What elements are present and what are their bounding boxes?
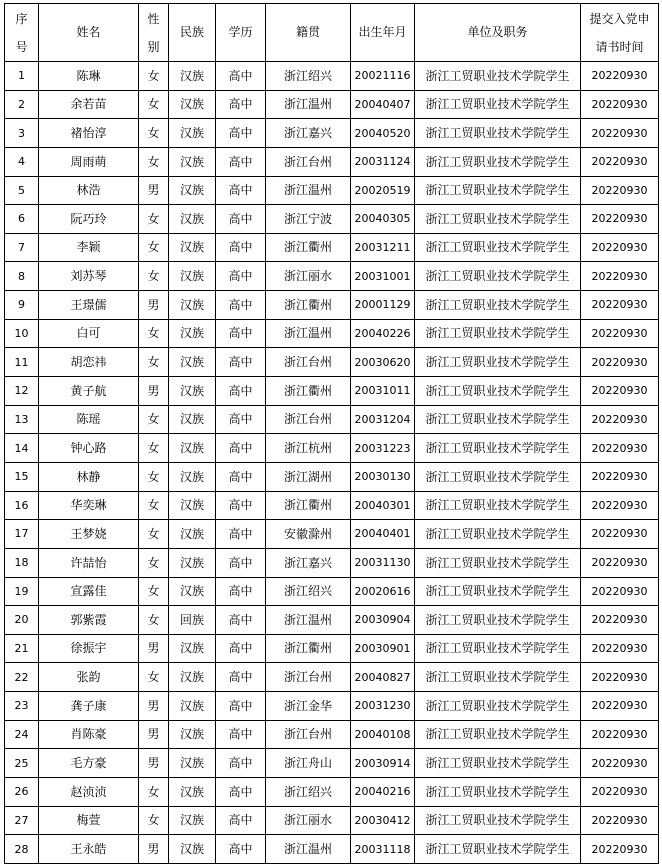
cell-birth: 20031001 [351,262,415,291]
cell-unit-position: 浙江工贸职业技术学院学生 [415,720,581,749]
cell-education: 高中 [216,62,266,91]
cell-birth: 20030130 [351,462,415,491]
cell-name: 许喆怡 [39,548,139,577]
cell-seq: 18 [5,548,39,577]
cell-unit-position: 浙江工贸职业技术学院学生 [415,434,581,463]
cell-education: 高中 [216,462,266,491]
cell-birth: 20030412 [351,806,415,835]
cell-gender: 女 [139,606,169,635]
cell-gender: 女 [139,434,169,463]
cell-unit-position: 浙江工贸职业技术学院学生 [415,520,581,549]
table-row [5,548,659,577]
cell-unit-position: 浙江工贸职业技术学院学生 [415,577,581,606]
header-gender-line2: 别 [147,39,160,54]
cell-education: 高中 [216,520,266,549]
cell-unit-position: 浙江工贸职业技术学院学生 [415,348,581,377]
table-row [5,348,659,377]
cell-unit-position: 浙江工贸职业技术学院学生 [415,548,581,577]
cell-apply-date: 20220930 [581,90,659,119]
header-native-place: 籍贯 [266,4,351,62]
cell-native-place: 浙江衢州 [266,233,351,262]
cell-apply-date: 20220930 [581,291,659,320]
cell-birth: 20040401 [351,520,415,549]
cell-native-place: 浙江丽水 [266,806,351,835]
cell-birth: 20031124 [351,147,415,176]
cell-unit-position: 浙江工贸职业技术学院学生 [415,634,581,663]
cell-native-place: 浙江绍兴 [266,577,351,606]
cell-education: 高中 [216,548,266,577]
cell-unit-position: 浙江工贸职业技术学院学生 [415,692,581,721]
cell-name: 林静 [39,462,139,491]
cell-gender: 女 [139,520,169,549]
cell-education: 高中 [216,835,266,864]
cell-native-place: 浙江衢州 [266,291,351,320]
cell-seq: 8 [5,262,39,291]
cell-birth: 20031011 [351,377,415,406]
cell-native-place: 浙江丽水 [266,262,351,291]
cell-native-place: 浙江嘉兴 [266,548,351,577]
cell-apply-date: 20220930 [581,405,659,434]
cell-unit-position: 浙江工贸职业技术学院学生 [415,606,581,635]
table-row [5,405,659,434]
cell-native-place: 浙江杭州 [266,434,351,463]
cell-name: 胡恋祎 [39,348,139,377]
cell-gender: 女 [139,233,169,262]
table-row [5,119,659,148]
cell-seq: 2 [5,90,39,119]
table-row [5,606,659,635]
cell-seq: 11 [5,348,39,377]
cell-education: 高中 [216,692,266,721]
cell-unit-position: 浙江工贸职业技术学院学生 [415,176,581,205]
cell-apply-date: 20220930 [581,663,659,692]
table-row [5,147,659,176]
header-seq-line1: 序 [15,11,28,26]
cell-unit-position: 浙江工贸职业技术学院学生 [415,835,581,864]
cell-ethnicity: 汉族 [169,462,216,491]
cell-unit-position: 浙江工贸职业技术学院学生 [415,806,581,835]
cell-education: 高中 [216,233,266,262]
cell-apply-date: 20220930 [581,319,659,348]
table-row [5,262,659,291]
cell-gender: 男 [139,720,169,749]
cell-seq: 15 [5,462,39,491]
cell-education: 高中 [216,663,266,692]
cell-seq: 7 [5,233,39,262]
cell-apply-date: 20220930 [581,262,659,291]
cell-birth: 20040305 [351,205,415,234]
cell-birth: 20031130 [351,548,415,577]
cell-unit-position: 浙江工贸职业技术学院学生 [415,147,581,176]
cell-apply-date: 20220930 [581,520,659,549]
cell-unit-position: 浙江工贸职业技术学院学生 [415,377,581,406]
cell-apply-date: 20220930 [581,147,659,176]
cell-seq: 14 [5,434,39,463]
cell-ethnicity: 汉族 [169,434,216,463]
cell-gender: 女 [139,205,169,234]
cell-unit-position: 浙江工贸职业技术学院学生 [415,233,581,262]
cell-education: 高中 [216,147,266,176]
cell-apply-date: 20220930 [581,577,659,606]
cell-gender: 女 [139,348,169,377]
cell-ethnicity: 汉族 [169,720,216,749]
cell-native-place: 浙江温州 [266,319,351,348]
cell-seq: 19 [5,577,39,606]
cell-birth: 20020616 [351,577,415,606]
cell-apply-date: 20220930 [581,749,659,778]
cell-birth: 20031211 [351,233,415,262]
cell-apply-date: 20220930 [581,606,659,635]
cell-ethnicity: 汉族 [169,692,216,721]
table-row [5,233,659,262]
cell-seq: 12 [5,377,39,406]
cell-education: 高中 [216,491,266,520]
cell-ethnicity: 汉族 [169,119,216,148]
cell-name: 肖陈豪 [39,720,139,749]
cell-birth: 20040216 [351,778,415,807]
table-row [5,720,659,749]
cell-ethnicity: 汉族 [169,233,216,262]
cell-education: 高中 [216,434,266,463]
header-row [5,4,659,62]
cell-seq: 17 [5,520,39,549]
cell-birth: 20030914 [351,749,415,778]
cell-education: 高中 [216,720,266,749]
cell-apply-date: 20220930 [581,634,659,663]
cell-ethnicity: 汉族 [169,291,216,320]
cell-apply-date: 20220930 [581,62,659,91]
table-row [5,663,659,692]
header-birth: 出生年月 [351,4,415,62]
cell-unit-position: 浙江工贸职业技术学院学生 [415,405,581,434]
cell-name: 徐振宇 [39,634,139,663]
cell-unit-position: 浙江工贸职业技术学院学生 [415,778,581,807]
cell-native-place: 浙江绍兴 [266,778,351,807]
cell-gender: 女 [139,577,169,606]
cell-native-place: 浙江衢州 [266,377,351,406]
cell-apply-date: 20220930 [581,548,659,577]
cell-native-place: 浙江台州 [266,348,351,377]
cell-gender: 男 [139,692,169,721]
cell-birth: 20031223 [351,434,415,463]
cell-native-place: 浙江温州 [266,176,351,205]
cell-education: 高中 [216,778,266,807]
cell-unit-position: 浙江工贸职业技术学院学生 [415,462,581,491]
cell-unit-position: 浙江工贸职业技术学院学生 [415,62,581,91]
cell-gender: 男 [139,291,169,320]
cell-birth: 20031118 [351,835,415,864]
table-row [5,577,659,606]
cell-education: 高中 [216,806,266,835]
cell-gender: 女 [139,462,169,491]
cell-ethnicity: 汉族 [169,806,216,835]
cell-apply-date: 20220930 [581,491,659,520]
cell-seq: 5 [5,176,39,205]
cell-education: 高中 [216,176,266,205]
cell-gender: 男 [139,749,169,778]
cell-ethnicity: 汉族 [169,348,216,377]
table-row [5,749,659,778]
cell-ethnicity: 汉族 [169,749,216,778]
cell-gender: 女 [139,548,169,577]
cell-ethnicity: 汉族 [169,548,216,577]
cell-birth: 20040520 [351,119,415,148]
header-apply-date [581,4,659,62]
cell-native-place: 浙江金华 [266,692,351,721]
cell-ethnicity: 汉族 [169,90,216,119]
cell-name: 王梦娆 [39,520,139,549]
cell-education: 高中 [216,205,266,234]
cell-name: 刘苏琴 [39,262,139,291]
cell-ethnicity: 汉族 [169,663,216,692]
cell-birth: 20040108 [351,720,415,749]
header-apply-line1: 提交入党申 [589,11,650,26]
cell-gender: 女 [139,319,169,348]
cell-native-place: 浙江湖州 [266,462,351,491]
cell-seq: 26 [5,778,39,807]
cell-seq: 1 [5,62,39,91]
cell-ethnicity: 汉族 [169,262,216,291]
cell-ethnicity: 汉族 [169,205,216,234]
cell-apply-date: 20220930 [581,720,659,749]
header-name: 姓名 [39,4,139,62]
cell-name: 阮巧玲 [39,205,139,234]
cell-native-place: 浙江台州 [266,663,351,692]
cell-name: 钟心路 [39,434,139,463]
cell-gender: 女 [139,405,169,434]
cell-unit-position: 浙江工贸职业技术学院学生 [415,749,581,778]
cell-apply-date: 20220930 [581,462,659,491]
cell-education: 高中 [216,749,266,778]
cell-gender: 男 [139,176,169,205]
cell-ethnicity: 汉族 [169,491,216,520]
table-row [5,692,659,721]
cell-education: 高中 [216,634,266,663]
cell-gender: 女 [139,262,169,291]
cell-birth: 20020519 [351,176,415,205]
table-row [5,806,659,835]
cell-gender: 女 [139,663,169,692]
cell-unit-position: 浙江工贸职业技术学院学生 [415,205,581,234]
cell-seq: 23 [5,692,39,721]
cell-gender: 男 [139,377,169,406]
table-row [5,90,659,119]
cell-birth: 20030904 [351,606,415,635]
cell-apply-date: 20220930 [581,434,659,463]
cell-seq: 3 [5,119,39,148]
cell-name: 毛方豪 [39,749,139,778]
cell-seq: 10 [5,319,39,348]
header-ethnicity: 民族 [169,4,216,62]
cell-native-place: 浙江温州 [266,606,351,635]
cell-native-place: 浙江舟山 [266,749,351,778]
cell-ethnicity: 汉族 [169,405,216,434]
cell-name: 王永皓 [39,835,139,864]
cell-name: 余若苗 [39,90,139,119]
header-unit-position: 单位及职务 [415,4,581,62]
cell-education: 高中 [216,577,266,606]
cell-birth: 20030620 [351,348,415,377]
cell-native-place: 浙江台州 [266,405,351,434]
cell-seq: 27 [5,806,39,835]
table-body [5,62,659,864]
cell-name: 王璟儒 [39,291,139,320]
table-row [5,62,659,91]
cell-ethnicity: 汉族 [169,634,216,663]
header-gender-line1: 性 [147,11,160,26]
table-row [5,835,659,864]
cell-birth: 20040407 [351,90,415,119]
cell-birth: 20031230 [351,692,415,721]
cell-apply-date: 20220930 [581,119,659,148]
cell-seq: 24 [5,720,39,749]
cell-name: 褚怡淳 [39,119,139,148]
cell-education: 高中 [216,319,266,348]
cell-birth: 20040226 [351,319,415,348]
cell-native-place: 浙江温州 [266,835,351,864]
cell-name: 赵浈浈 [39,778,139,807]
cell-native-place: 浙江衢州 [266,491,351,520]
cell-apply-date: 20220930 [581,835,659,864]
cell-apply-date: 20220930 [581,806,659,835]
header-gender [139,4,169,62]
cell-name: 李颖 [39,233,139,262]
table-row [5,176,659,205]
cell-apply-date: 20220930 [581,692,659,721]
cell-education: 高中 [216,348,266,377]
cell-unit-position: 浙江工贸职业技术学院学生 [415,491,581,520]
cell-name: 张韵 [39,663,139,692]
cell-apply-date: 20220930 [581,233,659,262]
cell-seq: 21 [5,634,39,663]
cell-native-place: 浙江台州 [266,147,351,176]
cell-ethnicity: 汉族 [169,62,216,91]
header-seq-line2: 号 [15,39,28,54]
cell-ethnicity: 汉族 [169,319,216,348]
cell-native-place: 安徽滁州 [266,520,351,549]
cell-seq: 16 [5,491,39,520]
cell-ethnicity: 汉族 [169,147,216,176]
cell-native-place: 浙江嘉兴 [266,119,351,148]
cell-unit-position: 浙江工贸职业技术学院学生 [415,319,581,348]
cell-native-place: 浙江衢州 [266,634,351,663]
cell-name: 陈瑶 [39,405,139,434]
cell-ethnicity: 汉族 [169,835,216,864]
cell-name: 周雨萌 [39,147,139,176]
applicant-table [4,3,659,864]
cell-education: 高中 [216,606,266,635]
table-row [5,634,659,663]
cell-birth: 20031204 [351,405,415,434]
table-row [5,205,659,234]
cell-ethnicity: 汉族 [169,520,216,549]
cell-apply-date: 20220930 [581,176,659,205]
cell-apply-date: 20220930 [581,205,659,234]
cell-gender: 女 [139,62,169,91]
cell-ethnicity: 回族 [169,606,216,635]
cell-name: 黄子航 [39,377,139,406]
cell-birth: 20001129 [351,291,415,320]
table-row [5,377,659,406]
table-row [5,520,659,549]
cell-birth: 20030901 [351,634,415,663]
cell-apply-date: 20220930 [581,377,659,406]
cell-name: 梅萱 [39,806,139,835]
cell-seq: 6 [5,205,39,234]
header-apply-line2: 请书时间 [595,39,644,54]
cell-seq: 22 [5,663,39,692]
cell-unit-position: 浙江工贸职业技术学院学生 [415,90,581,119]
cell-gender: 女 [139,147,169,176]
cell-ethnicity: 汉族 [169,176,216,205]
cell-unit-position: 浙江工贸职业技术学院学生 [415,663,581,692]
cell-seq: 13 [5,405,39,434]
cell-seq: 9 [5,291,39,320]
header-education: 学历 [216,4,266,62]
cell-birth: 20040301 [351,491,415,520]
cell-education: 高中 [216,262,266,291]
cell-seq: 20 [5,606,39,635]
cell-ethnicity: 汉族 [169,377,216,406]
cell-education: 高中 [216,405,266,434]
table-row [5,434,659,463]
cell-name: 陈琳 [39,62,139,91]
cell-gender: 女 [139,806,169,835]
cell-unit-position: 浙江工贸职业技术学院学生 [415,119,581,148]
cell-gender: 女 [139,778,169,807]
cell-apply-date: 20220930 [581,348,659,377]
cell-name: 郭紫霞 [39,606,139,635]
cell-name: 林浩 [39,176,139,205]
cell-unit-position: 浙江工贸职业技术学院学生 [415,291,581,320]
cell-name: 白可 [39,319,139,348]
cell-unit-position: 浙江工贸职业技术学院学生 [415,262,581,291]
cell-gender: 女 [139,119,169,148]
cell-ethnicity: 汉族 [169,577,216,606]
table-row [5,462,659,491]
cell-name: 华奕琳 [39,491,139,520]
table-row [5,291,659,320]
cell-education: 高中 [216,119,266,148]
cell-native-place: 浙江温州 [266,90,351,119]
cell-seq: 4 [5,147,39,176]
header-seq [5,4,39,62]
cell-gender: 男 [139,634,169,663]
cell-native-place: 浙江绍兴 [266,62,351,91]
cell-native-place: 浙江宁波 [266,205,351,234]
cell-education: 高中 [216,291,266,320]
cell-gender: 女 [139,90,169,119]
cell-birth: 20021116 [351,62,415,91]
cell-native-place: 浙江台州 [266,720,351,749]
table-row [5,778,659,807]
cell-birth: 20040827 [351,663,415,692]
cell-name: 宣露佳 [39,577,139,606]
cell-ethnicity: 汉族 [169,778,216,807]
table-row [5,491,659,520]
cell-seq: 28 [5,835,39,864]
cell-apply-date: 20220930 [581,778,659,807]
cell-name: 龚子康 [39,692,139,721]
table-row [5,319,659,348]
cell-education: 高中 [216,377,266,406]
cell-seq: 25 [5,749,39,778]
cell-gender: 女 [139,491,169,520]
cell-education: 高中 [216,90,266,119]
cell-gender: 男 [139,835,169,864]
